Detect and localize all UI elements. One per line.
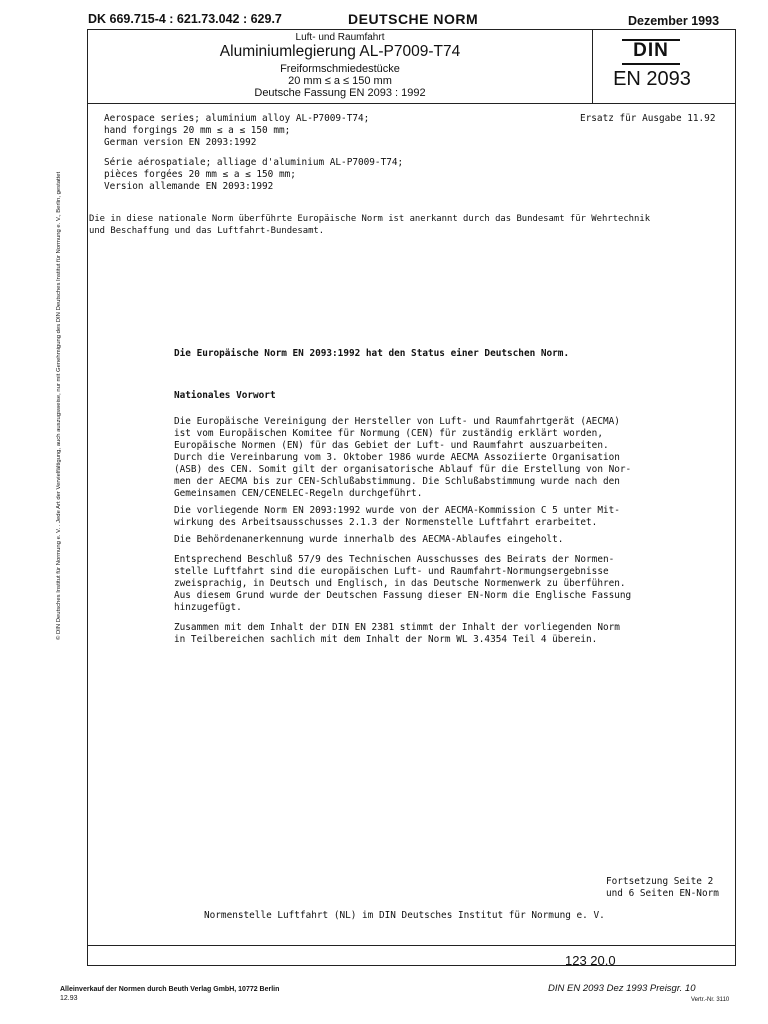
english-title-line-1: Aerospace series; aluminium alloy AL-P7009-T74; (104, 113, 370, 124)
header-divider (87, 103, 735, 104)
title-line-5: Deutsche Fassung EN 2093 : 1992 (254, 87, 426, 99)
p4-line-5: hinzugefügt. (174, 602, 242, 613)
p1-line-1: Die Europäische Vereinigung der Hersteller von Luft- und Raumfahrtgerät (AECMA) (174, 416, 620, 427)
title-line-4: 20 mm ≤ a ≤ 150 mm (288, 75, 392, 87)
french-title-line-1: Série aérospatiale; alliage d'aluminium AL-P7009-T74; (104, 157, 404, 168)
en-number: EN 2093 (613, 68, 691, 90)
continuation-line-1: Fortsetzung Seite 2 (606, 876, 714, 887)
publisher-line: Normenstelle Luftfahrt (NL) im DIN Deutsches Institut für Normung e. V. (204, 910, 605, 921)
p4-line-3: zweisprachig, in Deutsch und Englisch, in das Deutsche Normenwerk zu überführen. (174, 578, 626, 589)
foreword-heading: Nationales Vorwort (174, 390, 276, 401)
norm-type-title: DEUTSCHE NORM (348, 11, 479, 27)
p4-line-2: stelle Luftfahrt sind die europäischen Luft- und Raumfahrt-Normungsergebnisse (174, 566, 609, 577)
french-title-line-2: pièces forgées 20 mm ≤ a ≤ 150 mm; (104, 169, 296, 180)
status-statement: Die Europäische Norm EN 2093:1992 hat den Status einer Deutschen Norm. (174, 348, 570, 359)
vertrieb-number: Vertr.-Nr. 3110 (691, 997, 730, 1003)
copyright-side-text: © DIN Deutsches Institut für Normung e. V. . Jede Art der Vervielfältigung, auch auszugsweise, nur mit Genehmigung des DIN Deutsches Institut für Normung e. V., Berlin, gestattet (56, 171, 62, 640)
p2-line-2: wirkung des Arbeitsausschusses 2.1.3 der Normenstelle Luftfahrt erarbeitet. (174, 517, 598, 528)
p2-line-1: Die vorliegende Norm EN 2093:1992 wurde von der AECMA-Kommission C 5 unter Mit- (174, 505, 620, 516)
din-logo: DIN (622, 39, 680, 65)
p1-line-7: Gemeinsamen CEN/CENELEC-Regeln durchgeführt. (174, 488, 423, 499)
edition-code: 12.93 (60, 995, 78, 1002)
recognition-line-2: und Beschaffung und das Luftfahrt-Bundesamt. (89, 226, 325, 236)
sale-note: Alleinverkauf der Normen durch Beuth Verlag GmbH, 10772 Berlin (60, 986, 280, 993)
p1-line-3: Europäische Normen (EN) für das Gebiet der Luft- und Raumfahrt auszuarbeiten. (174, 440, 609, 451)
p5-line-2: in Teilbereichen sachlich mit dem Inhalt der Norm WL 3.4354 Teil 4 überein. (174, 634, 598, 645)
footer-divider (87, 945, 735, 946)
footer-reference: DIN EN 2093 Dez 1993 Preisgr. 10 (548, 983, 696, 994)
english-title-line-3: German version EN 2093:1992 (104, 137, 257, 148)
p1-line-2: ist vom Europäischen Komitee für Normung (CEN) für zuständig erklärt worden, (174, 428, 603, 439)
dk-classification: DK 669.715-4 : 621.73.042 : 629.7 (88, 12, 282, 26)
p3-line-1: Die Behördenanerkennung wurde innerhalb des AECMA-Ablaufes eingeholt. (174, 534, 564, 545)
title-line-3: Freiformschmiedestücke (280, 63, 400, 75)
p4-line-1: Entsprechend Beschluß 57/9 des Technischen Ausschusses des Beirats der Normen- (174, 554, 615, 565)
replacement-note: Ersatz für Ausgabe 11.92 (580, 113, 716, 124)
p1-line-6: men der AECMA bis zur CEN-Schlußabstimmung. Die Schlußabstimmung wurde nach den (174, 476, 620, 487)
recognition-line-1: Die in diese nationale Norm überführte Europäische Norm ist anerkannt durch das Bundesamt für Wehrtechnik (89, 214, 651, 224)
p4-line-4: Aus diesem Grund wurde der Deutschen Fassung dieser EN-Norm die Englische Fassung (174, 590, 632, 601)
box-number: 123 20.0 (565, 953, 616, 968)
p5-line-1: Zusammen mit dem Inhalt der DIN EN 2381 stimmt der Inhalt der vorliegenden Norm (174, 622, 620, 633)
publication-date: Dezember 1993 (628, 14, 720, 28)
document-title: Aluminiumlegierung AL-P7009-T74 (219, 43, 461, 60)
header-vertical-divider (592, 29, 593, 103)
continuation-line-2: und 6 Seiten EN-Norm (606, 888, 719, 899)
p1-line-4: Durch die Vereinbarung vom 3. Oktober 1986 wurde AECMA Assoziierte Organisation (174, 452, 620, 463)
p1-line-5: (ASB) des CEN. Somit gilt der organisatorische Ablauf für die Erstellung von Nor- (174, 464, 632, 475)
field-subtitle: Luft- und Raumfahrt (295, 32, 385, 43)
english-title-line-2: hand forgings 20 mm ≤ a ≤ 150 mm; (104, 125, 291, 136)
french-title-line-3: Version allemande EN 2093:1992 (104, 181, 274, 192)
